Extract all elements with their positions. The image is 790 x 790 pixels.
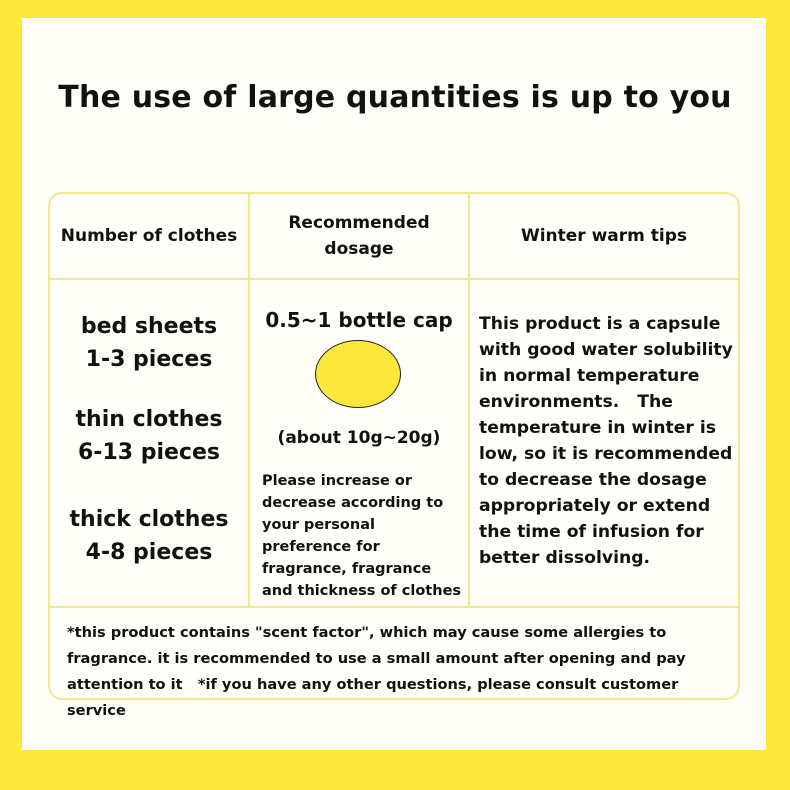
clothes-name: thick clothes (69, 507, 229, 532)
clothes-name: thin clothes (75, 407, 223, 432)
dosage-table (48, 192, 740, 719)
clothes-count: 4-8 pieces (85, 540, 213, 565)
clothes-item (50, 310, 248, 376)
clothes-count: 6-13 pieces (78, 440, 220, 465)
clothes-name: bed sheets (80, 314, 218, 339)
clothes-item (50, 503, 248, 569)
dosage-note: Please increase or decrease according to your personal preference for fragrance, fragrance and thickness of clothes (262, 473, 462, 599)
header-divider (50, 278, 738, 280)
header-recommended-dosage: Recommended dosage (288, 213, 430, 259)
footer-divider (50, 606, 738, 608)
header-winter-tips: Winter warm tips (520, 226, 688, 246)
allergy-footnote: *this product contains "scent factor", which may cause some allergies to fragrance. it is recommended to use a small amount after opening and pay attention to it *if you have any other questions, please consult customer service (67, 624, 691, 719)
dosage-amount: 0.5~1 bottle cap (265, 308, 453, 332)
page-title: The use of large quantities is up to you (58, 80, 732, 115)
dosage-weight: (about 10g~20g) (277, 428, 441, 448)
bottle-cap-icon (315, 340, 401, 408)
clothes-count: 1-3 pieces (85, 347, 213, 372)
header-number-of-clothes: Number of clothes (60, 226, 238, 246)
winter-tips-text: This product is a capsule with good water solubility in normal temperature environments. The temperature in winter is low, so it is recommended to decrease the dosage appropriately or extend the time of infusion for better dissolving. (479, 314, 739, 568)
clothes-item (50, 403, 248, 469)
